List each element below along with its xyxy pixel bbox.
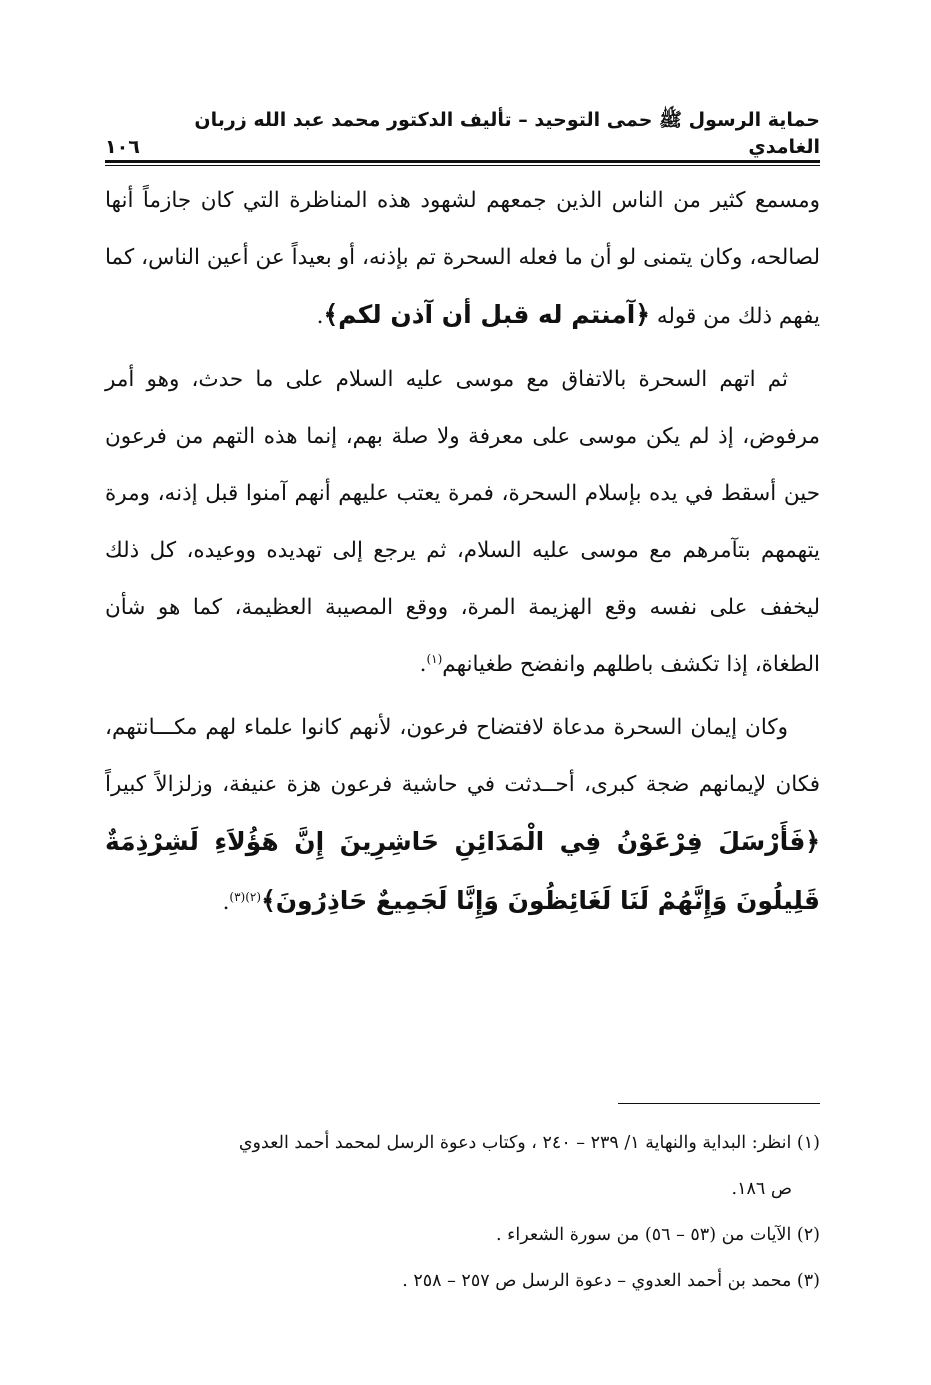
main-text (105, 172, 820, 937)
quran-verse: ﴿فَأَرْسَلَ فِرْعَوْنُ فِي الْمَدَائِنِ حَاشِرِينَ إِنَّ هَؤُلاَءِ لَشِرْذِمَةٌ قَلِيلُونَ وَإِنَّهُمْ لَنَا لَغَائِظُونَ وَإِنَّا لَجَمِيعٌ حَاذِرُونَ﴾ (105, 827, 820, 915)
footnote-1-continuation: ص ١٨٦. (731, 1179, 792, 1199)
footnotes (105, 1120, 820, 1304)
paragraph-2 (105, 351, 820, 693)
paragraph-1 (105, 172, 820, 345)
footnote-3: (٣) محمد بن أحمد العدوي – دعوة الرسل ص ٢٥٧ – ٢٥٨ . (402, 1271, 820, 1291)
header-title: حماية الرسول ﷺ حمى التوحيد – تأليف الدكتور محمد عبد الله زربان الغامدي (194, 109, 820, 158)
footnote-rule (618, 1103, 820, 1104)
punctuation: . (222, 890, 230, 915)
running-header (105, 109, 820, 158)
footnote-ref: (٢)(٣) (229, 889, 262, 904)
paragraph-3 (105, 699, 820, 931)
footnote-1: (١) انظر: البداية والنهاية ١/ ٢٣٩ – ٢٤٠ ، وكتاب دعوة الرسل لمحمد أحمد العدوي (238, 1133, 820, 1153)
footnote-2: (٢) الآيات من (٥٣ – ٥٦) من سورة الشعراء . (496, 1225, 820, 1245)
footnote-ref: (١) (426, 651, 443, 666)
punctuation: . (419, 652, 427, 677)
punctuation: . (316, 304, 324, 329)
page-number: ١٠٦ (105, 136, 140, 158)
quran-verse: ﴿آمنتم له قبل أن آذن لكم﴾ (323, 300, 650, 329)
paragraph-text: ومسمع كثير من الناس الذين جمعهم لشهود هذه المناظرة التي كان جازماً أنها لصالحه، وكان يتمنى لو أن ما فعله السحرة تم بإذنه، أو بعيداً عن أعين الناس، كما يفهم ذلك من قوله (105, 188, 820, 329)
paragraph-text: ثم اتهم السحرة بالاتفاق مع موسى عليه السلام على ما حدث، وهو أمر مرفوض، إذ لم يكن موسى على معرفة ولا صلة بهم، إنما هذه التهم من فرعون حين أسقط في يده بإسلام السحرة، فمرة يعتب عليهم أنهم آمنوا قبل إذنه، ومرة يتهمهم بتآمرهم مع موسى عليه السلام، ثم يرجع إلى تهديده ووعيده، كل ذلك ليخفف على نفسه وقع الهزيمة المرة، ووقع المصيبة العظيمة، كما هو شأن الطغاة، إذا تكشف باطلهم وانفضح طغيانهم (105, 367, 820, 677)
header-rule (105, 160, 820, 166)
paragraph-text: وكان إيمان السحرة مدعاة لافتضاح فرعون، لأنهم كانوا علماء لهم مكـــانتهم، فكان لإيمانهم ضجة كبرى، أحــدثت في حاشية فرعون هزة عنيفة، وزلزالاً كبيراً (105, 715, 820, 797)
